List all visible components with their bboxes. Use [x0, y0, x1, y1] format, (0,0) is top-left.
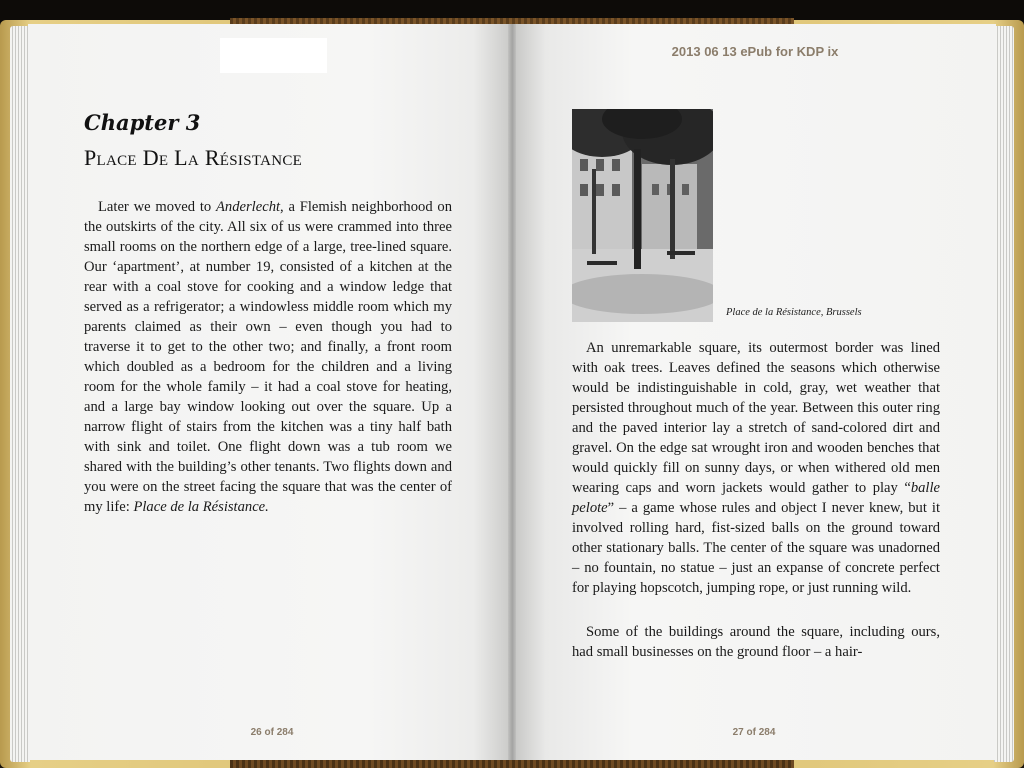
body-text-run: ” – a game whose rules and object I never knew, but it involved rolling hard, fist-sized balls on the ground toward other stationary balls. The center of the square was unadorned – no fountain, no statue – just an expanse of concrete perfect for playing hopscotch, jumping rope, or just running wild.: [572, 500, 940, 596]
page-edges-right: [994, 26, 1014, 762]
body-text-italic: balle pelote: [572, 480, 940, 516]
page-number-right: 27 of 284: [732, 727, 776, 738]
header-blank-area: [220, 38, 327, 73]
square-photo: [572, 109, 713, 322]
body-text-run: An unremarkable square, its outermost border was lined with oak trees. Leaves defined the seasons which otherwise would be indistinguishable in cold, gray, wet weather that persisted throughout much of the year. Between this outer ring and the paved interior lay a stretch of sand-colored dirt and gravel. On the edge sat wrought iron and wooden benches that would quickly fill on sunny days, or when withered old men wearing caps and worn jackets would gather to play “: [572, 340, 940, 496]
chapter-number: Chapter 3: [84, 110, 201, 135]
left-page-body: [84, 197, 452, 517]
body-text-italic: Place de la Résistance.: [133, 499, 269, 515]
photo-caption: Place de la Résistance, Brussels: [726, 307, 862, 318]
body-text-run: Later we moved to: [98, 199, 217, 215]
book-gutter: [508, 24, 516, 760]
body-text-italic: Anderlecht: [216, 199, 281, 215]
book-title: 2013 06 13 ePub for KDP ix: [671, 44, 839, 59]
page-number-left: 26 of 284: [250, 727, 294, 738]
body-text-run: , a Flemish neighborhood on the outskirts of the city. All six of us were crammed into three small rooms on the northern edge of a large, tree-lined square. Our ‘apartment’, at number 19, consisted of a kitchen at the rear with a coal stove for cooking and a window ledge that served as a refrigerator; a windowless middle room which my parents claimed as their own – even though you had to traverse it to get to the other two; and finally, a front room which doubled as a bedroom for the children and a living room for the whole family – it had a coal stove for heating, and a large bay window looking out over the square. Up a narrow flight of stairs from the kitchen was a tiny half bath with sink and toilet. One flight down was a tub room we shared with the building’s other tenants. Two flights down and you were on the street facing the square that was the center of my life:: [84, 199, 452, 515]
chapter-title: Place De La Résistance: [84, 145, 303, 170]
page-edges-left: [10, 26, 30, 762]
right-page-paragraph-2: Some of the buildings around the square, including ours, had small businesses on the ground floor – a hair-: [572, 624, 940, 660]
right-page-paragraph-1: [572, 338, 940, 598]
